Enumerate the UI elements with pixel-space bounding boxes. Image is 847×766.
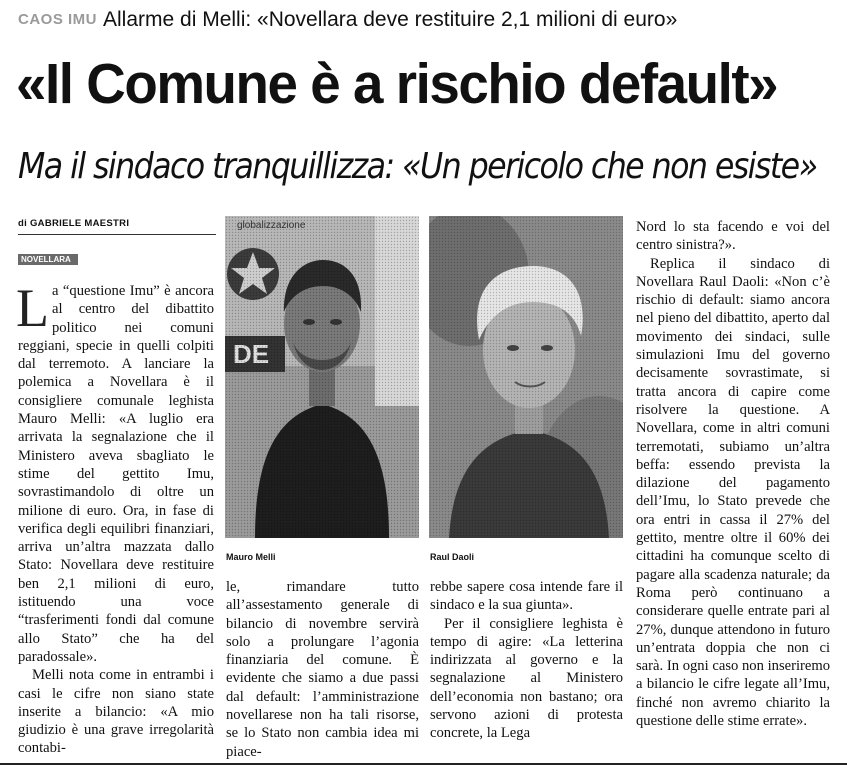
paragraph: Melli nota come in entrambi i casi le cifre non siano state inserite a bilancio: «A mio giudizio è una grave irregolarità contabi- (18, 667, 214, 757)
paragraph: Replica il sindaco di Novellara Raul Daoli: «Non c’è rischio di default: siamo ancora nel pieno del dibattito, aperto dal movimento dei sindaci, sulle simulazioni Imu del governo decisamente sovrastimate, si tratta ancora di capire come risolvere la questione. A Novellara, come in altri comuni terremotati, subiamo un’altra beffa: essendo prevista la dilazione del pagamento dell’Imu, lo Stato prevede che ora entri in cassa il 27% del gettito, mentre oltre il 60% dei cittadini ha comunque scelto di pagare alla scadenza naturale; da Roma però continuano a considerare quelle entrate pari al 27%, dunque attendono in futuro un’entrata doppia che non ci sarà. In ogni caso non inseriremo a bilancio le cifre legate all’Imu, finché non avremo chiarito la questione delle stime errate». (636, 255, 830, 730)
paragraph: La “questione Imu” è ancora al centro del dibattito politico nei comuni reggiani, specie in quelli colpiti dal terremoto. A lanciare la polemica a Novellara è il consigliere comunale leghista Mauro Melli: «A luglio era arrivata la segnalazione che il Ministero aveva sbagliato le stime del gettito Imu, sovrastimandolo di oltre un milione di euro. Ora, in fase di verifica degli equilibri finanziari, arriva un’altra mazzata dallo Stato: Novellara deve restituire ben 2,1 milioni di euro, istituendo una voce “trasferimenti fondi dal comune allo Stato” che ha del paradossale». (16, 278, 214, 665)
portrait-image (429, 216, 623, 538)
paragraph: Per il consigliere leghista è tempo di agire: «La letterina indirizzata al governo e la segnalazione al Ministero dell’economia non bastano; ora servono azioni di protesta concrete, la Lega (430, 615, 623, 742)
article-column-3 (430, 578, 623, 743)
bottom-divider (0, 763, 847, 765)
portrait-image (225, 216, 419, 538)
background-sign-text: globalizzazione (237, 220, 306, 231)
byline-divider (18, 234, 216, 235)
kicker (18, 8, 677, 32)
kicker-text: Allarme di Melli: «Novellara deve restituire 2,1 milioni di euro» (103, 8, 678, 31)
photo-raul-daoli (429, 216, 623, 538)
subheadline: Ma il sindaco tranquillizza: «Un pericolo che non esiste» (18, 146, 817, 187)
paragraph: le, rimandare tutto all’assestamento generale di bilancio di novembre servirà solo a prolungare l’agonia finanziaria del comune. È evidente che siamo a due passi dal default: l’amministrazione novellarese non ha tali risorse, se lo Stato non cambia idea mi piace- (226, 579, 419, 760)
drop-cap: L (16, 278, 49, 338)
paragraph: rebbe sapere cosa intende fare il sindaco e la sua giunta». (430, 579, 623, 614)
headline: «Il Comune è a rischio default» (16, 52, 778, 116)
byline: di GABRIELE MAESTRI (18, 218, 130, 229)
location-label: NOVELLARA (18, 254, 78, 265)
section-tag: CAOS IMU (18, 11, 97, 28)
article-column-1 (16, 278, 214, 758)
photo-caption: Raul Daoli (430, 552, 475, 562)
photo-mauro-melli (225, 216, 419, 538)
photo-caption: Mauro Melli (226, 552, 276, 562)
article-column-4 (636, 218, 830, 730)
article-column-2 (226, 578, 419, 761)
paragraph: Nord lo sta facendo e voi del centro sinistra?». (636, 219, 830, 254)
